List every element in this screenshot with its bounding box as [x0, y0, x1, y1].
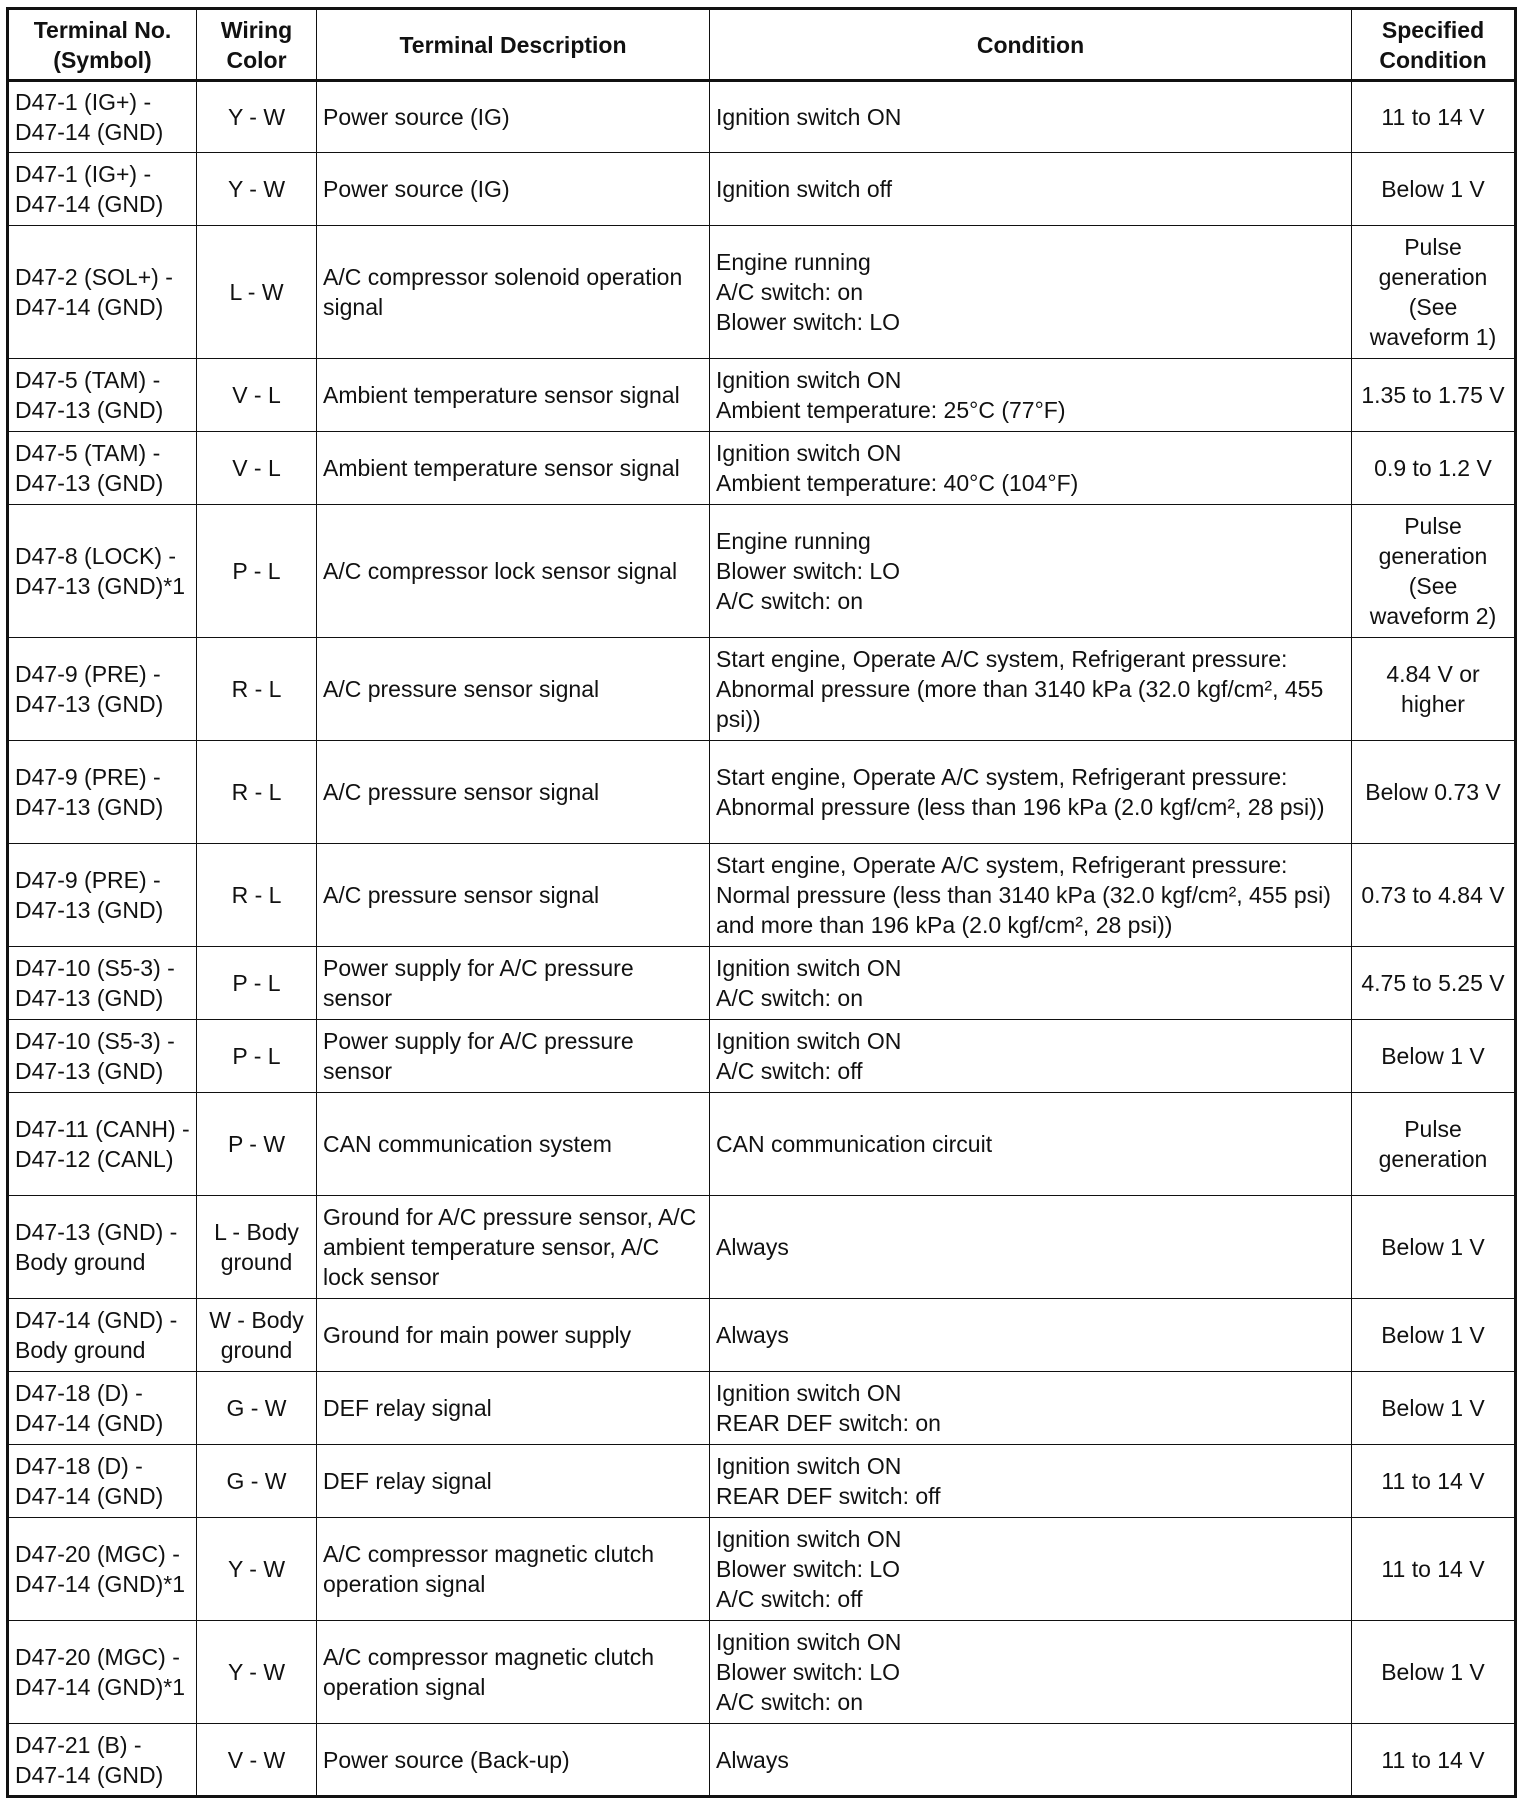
- condition-line: Engine running: [716, 249, 871, 275]
- cell-terminal-description: A/C pressure sensor signal: [317, 638, 710, 741]
- cell-wiring-color: Y - W: [197, 81, 317, 153]
- cell-terminal: D47-9 (PRE) - D47-13 (GND): [8, 844, 197, 947]
- condition-line: Always: [716, 1746, 789, 1773]
- table-row: [8, 1196, 1516, 1299]
- cell-wiring-color: L - Body ground: [197, 1196, 317, 1299]
- cell-terminal-description: A/C compressor magnetic clutch operation signal: [317, 1621, 710, 1724]
- cell-condition: [710, 1196, 1352, 1299]
- cell-terminal: D47-1 (IG+) - D47-14 (GND): [8, 81, 197, 153]
- table-row: [8, 505, 1516, 638]
- cell-specified-condition: Pulse generation: [1352, 1093, 1516, 1196]
- cell-wiring-color: W - Body ground: [197, 1299, 317, 1372]
- cell-terminal: D47-5 (TAM) - D47-13 (GND): [8, 359, 197, 432]
- cell-specified-condition: Below 0.73 V: [1352, 741, 1516, 844]
- cell-specified-condition: 4.84 V or higher: [1352, 638, 1516, 741]
- cell-terminal-description: A/C compressor solenoid operation signal: [317, 226, 710, 359]
- condition-line: Always: [716, 1322, 789, 1348]
- cell-wiring-color: Y - W: [197, 1518, 317, 1621]
- condition-line: Ignition switch ON: [716, 1629, 902, 1655]
- cell-condition: [710, 153, 1352, 226]
- cell-terminal: D47-13 (GND) - Body ground: [8, 1196, 197, 1299]
- cell-condition: [710, 81, 1352, 153]
- condition-line: Ignition switch off: [716, 176, 893, 202]
- cell-specified-condition: Below 1 V: [1352, 1020, 1516, 1093]
- cell-condition: [710, 1372, 1352, 1445]
- condition-line: CAN communication circuit: [716, 1131, 993, 1157]
- cell-specified-condition: Below 1 V: [1352, 153, 1516, 226]
- table-row: [8, 1093, 1516, 1196]
- table-row: [8, 1372, 1516, 1445]
- cell-terminal: D47-10 (S5-3) - D47-13 (GND): [8, 947, 197, 1020]
- cell-wiring-color: R - L: [197, 844, 317, 947]
- cell-specified-condition: 0.73 to 4.84 V: [1352, 844, 1516, 947]
- table-row: [8, 1621, 1516, 1724]
- cell-condition: [710, 432, 1352, 505]
- cell-wiring-color: V - L: [197, 432, 317, 505]
- cell-wiring-color: P - L: [197, 947, 317, 1020]
- cell-specified-condition: 0.9 to 1.2 V: [1352, 432, 1516, 505]
- condition-line: Blower switch: LO: [716, 1556, 901, 1582]
- table-header-row: [8, 9, 1516, 81]
- cell-specified-condition: Below 1 V: [1352, 1196, 1516, 1299]
- cell-condition: [710, 1445, 1352, 1518]
- cell-terminal-description: A/C pressure sensor signal: [317, 741, 710, 844]
- cell-terminal: D47-21 (B) - D47-14 (GND): [8, 1724, 197, 1797]
- cell-terminal: D47-18 (D) - D47-14 (GND): [8, 1372, 197, 1445]
- cell-terminal: D47-14 (GND) - Body ground: [8, 1299, 197, 1372]
- cell-wiring-color: Y - W: [197, 153, 317, 226]
- cell-wiring-color: R - L: [197, 741, 317, 844]
- cell-condition: [710, 947, 1352, 1020]
- condition-line: Blower switch: LO: [716, 1659, 901, 1685]
- table-row: [8, 947, 1516, 1020]
- cell-wiring-color: G - W: [197, 1372, 317, 1445]
- cell-terminal: D47-1 (IG+) - D47-14 (GND): [8, 153, 197, 226]
- cell-terminal: D47-11 (CANH) - D47-12 (CANL): [8, 1093, 197, 1196]
- cell-condition: [710, 844, 1352, 947]
- condition-line: Always: [716, 1234, 789, 1260]
- cell-terminal-description: A/C pressure sensor signal: [317, 844, 710, 947]
- cell-specified-condition: 11 to 14 V: [1352, 81, 1516, 153]
- cell-condition: [710, 359, 1352, 432]
- cell-terminal-description: Power source (IG): [317, 81, 710, 153]
- cell-terminal-description: A/C compressor lock sensor signal: [317, 505, 710, 638]
- cell-condition: [710, 1724, 1352, 1797]
- table-row: [8, 1445, 1516, 1518]
- table-row: [8, 1518, 1516, 1621]
- cell-wiring-color: P - W: [197, 1093, 317, 1196]
- cell-terminal-description: CAN communication system: [317, 1093, 710, 1196]
- cell-condition: [710, 741, 1352, 844]
- cell-wiring-color: V - L: [197, 359, 317, 432]
- table-row: [8, 359, 1516, 432]
- condition-line: Ignition switch ON: [716, 440, 902, 466]
- cell-terminal: D47-2 (SOL+) - D47-14 (GND): [8, 226, 197, 359]
- cell-terminal-description: Ambient temperature sensor signal: [317, 359, 710, 432]
- header-condition: Condition: [710, 9, 1352, 81]
- cell-terminal-description: Power supply for A/C pressure sensor: [317, 947, 710, 1020]
- cell-specified-condition: 11 to 14 V: [1352, 1445, 1516, 1518]
- terminal-spec-table: [6, 7, 1517, 1798]
- cell-specified-condition: 1.35 to 1.75 V: [1352, 359, 1516, 432]
- cell-terminal-description: Ground for main power supply: [317, 1299, 710, 1372]
- condition-line: Ignition switch ON: [716, 104, 902, 130]
- table-row: [8, 1724, 1516, 1797]
- cell-wiring-color: R - L: [197, 638, 317, 741]
- table-row: [8, 638, 1516, 741]
- condition-line: Blower switch: LO: [716, 558, 901, 584]
- condition-line: A/C switch: on: [716, 588, 863, 614]
- table-row: [8, 432, 1516, 505]
- cell-specified-condition: Below 1 V: [1352, 1299, 1516, 1372]
- cell-condition: [710, 226, 1352, 359]
- cell-condition: [710, 1020, 1352, 1093]
- header-specified-condition: Specified Condition: [1352, 9, 1516, 81]
- condition-line: Start engine, Operate A/C system, Refrigerant pressure: Abnormal pressure (more than 3140 kPa (32.0 kgf/cm², 455 psi)): [716, 646, 1330, 732]
- cell-terminal-description: Power source (Back-up): [317, 1724, 710, 1797]
- condition-line: A/C switch: on: [716, 1689, 863, 1715]
- condition-line: Ignition switch ON: [716, 1526, 902, 1552]
- cell-terminal: D47-5 (TAM) - D47-13 (GND): [8, 432, 197, 505]
- cell-specified-condition: Pulse generation (See waveform 2): [1352, 505, 1516, 638]
- cell-specified-condition: Below 1 V: [1352, 1621, 1516, 1724]
- condition-line: A/C switch: off: [716, 1058, 863, 1084]
- cell-terminal-description: Ambient temperature sensor signal: [317, 432, 710, 505]
- table-row: [8, 844, 1516, 947]
- cell-terminal-description: Power source (IG): [317, 153, 710, 226]
- cell-terminal-description: A/C compressor magnetic clutch operation signal: [317, 1518, 710, 1621]
- cell-wiring-color: P - L: [197, 1020, 317, 1093]
- cell-condition: [710, 1621, 1352, 1724]
- condition-line: A/C switch: on: [716, 985, 863, 1011]
- cell-condition: [710, 638, 1352, 741]
- cell-condition: [710, 1299, 1352, 1372]
- cell-specified-condition: Pulse generation (See waveform 1): [1352, 226, 1516, 359]
- cell-wiring-color: P - L: [197, 505, 317, 638]
- condition-line: Ignition switch ON: [716, 1453, 902, 1479]
- condition-line: REAR DEF switch: off: [716, 1483, 941, 1509]
- condition-line: Ignition switch ON: [716, 367, 902, 393]
- cell-terminal-description: DEF relay signal: [317, 1372, 710, 1445]
- table-row: [8, 1299, 1516, 1372]
- table-row: [8, 1020, 1516, 1093]
- condition-line: Ambient temperature: 40°C (104°F): [716, 470, 1079, 496]
- condition-line: Start engine, Operate A/C system, Refrigerant pressure: Abnormal pressure (less than 196 kPa (2.0 kgf/cm², 28 psi)): [716, 764, 1325, 820]
- condition-line: Engine running: [716, 528, 871, 554]
- header-wiring-color: Wiring Color: [197, 9, 317, 81]
- cell-terminal-description: Ground for A/C pressure sensor, A/C ambient temperature sensor, A/C lock sensor: [317, 1196, 710, 1299]
- cell-terminal: D47-20 (MGC) - D47-14 (GND)*1: [8, 1621, 197, 1724]
- cell-terminal: D47-10 (S5-3) - D47-13 (GND): [8, 1020, 197, 1093]
- cell-terminal: D47-20 (MGC) - D47-14 (GND)*1: [8, 1518, 197, 1621]
- condition-line: REAR DEF switch: on: [716, 1410, 941, 1436]
- cell-specified-condition: 4.75 to 5.25 V: [1352, 947, 1516, 1020]
- cell-specified-condition: 11 to 14 V: [1352, 1724, 1516, 1797]
- cell-wiring-color: Y - W: [197, 1621, 317, 1724]
- cell-terminal: D47-8 (LOCK) - D47-13 (GND)*1: [8, 505, 197, 638]
- table-row: [8, 226, 1516, 359]
- cell-terminal: D47-18 (D) - D47-14 (GND): [8, 1445, 197, 1518]
- cell-condition: [710, 1093, 1352, 1196]
- condition-line: Ignition switch ON: [716, 1380, 902, 1406]
- cell-specified-condition: 11 to 14 V: [1352, 1518, 1516, 1621]
- condition-line: Ignition switch ON: [716, 955, 902, 981]
- table-row: [8, 81, 1516, 153]
- cell-terminal: D47-9 (PRE) - D47-13 (GND): [8, 638, 197, 741]
- condition-line: Blower switch: LO: [716, 309, 901, 335]
- cell-wiring-color: G - W: [197, 1445, 317, 1518]
- condition-line: Start engine, Operate A/C system, Refrigerant pressure: Normal pressure (less than 3140 kPa (32.0 kgf/cm², 455 psi) and more than 196 kPa (2.0 kgf/cm², 28 psi)): [716, 852, 1338, 938]
- cell-specified-condition: Below 1 V: [1352, 1372, 1516, 1445]
- condition-line: A/C switch: on: [716, 279, 863, 305]
- cell-terminal-description: DEF relay signal: [317, 1445, 710, 1518]
- header-terminal: Terminal No. (Symbol): [8, 9, 197, 81]
- table-row: [8, 153, 1516, 226]
- cell-terminal: D47-9 (PRE) - D47-13 (GND): [8, 741, 197, 844]
- cell-condition: [710, 1518, 1352, 1621]
- header-terminal-description: Terminal Description: [317, 9, 710, 81]
- cell-condition: [710, 505, 1352, 638]
- cell-terminal-description: Power supply for A/C pressure sensor: [317, 1020, 710, 1093]
- table-row: [8, 741, 1516, 844]
- condition-line: A/C switch: off: [716, 1586, 863, 1612]
- cell-wiring-color: V - W: [197, 1724, 317, 1797]
- condition-line: Ignition switch ON: [716, 1028, 902, 1054]
- cell-wiring-color: L - W: [197, 226, 317, 359]
- condition-line: Ambient temperature: 25°C (77°F): [716, 397, 1066, 423]
